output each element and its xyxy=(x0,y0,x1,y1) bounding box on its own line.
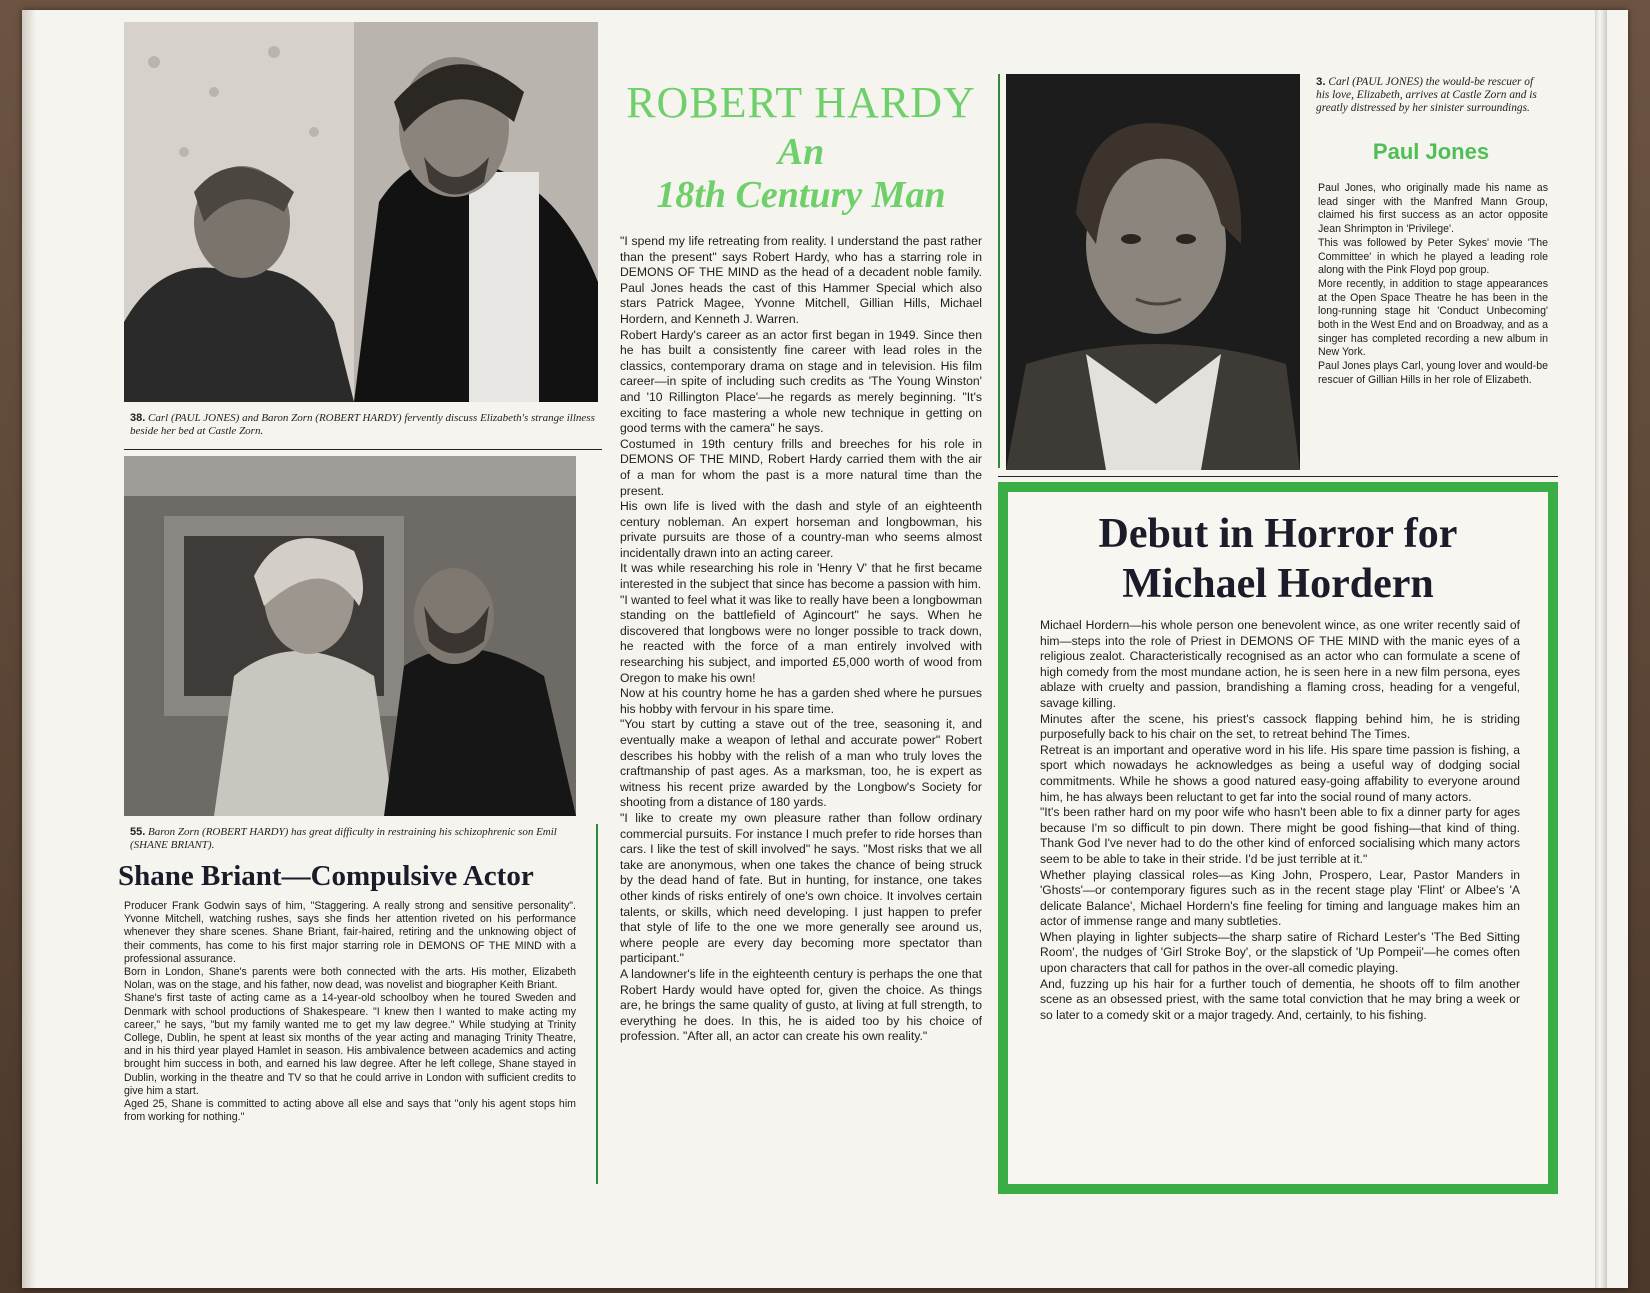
hordern-headline-line2: Michael Hordern xyxy=(1122,561,1434,607)
photo-caption-38 xyxy=(130,412,600,438)
column-rule xyxy=(596,824,598,1184)
article-paragraph: A landowner's life in the eighteenth century is perhaps the one that Robert Hardy would have opted for, given the choice. As things are, he brings the same quality of gusto, at living at full strength, to everything he does. In this, he is aided too by his choice of profession. "After all, an actor can create his own reality." xyxy=(620,966,982,1044)
robert-hardy-article xyxy=(620,234,982,1045)
divider xyxy=(998,476,1558,477)
carl-and-baron-zorn-photo xyxy=(124,22,598,402)
column-rule xyxy=(998,74,1000,468)
caption-number: 3. xyxy=(1316,76,1326,88)
divider xyxy=(124,449,602,450)
caption-number: 38. xyxy=(130,412,146,424)
shane-briant-article xyxy=(124,900,576,1124)
caption-text: Baron Zorn (ROBERT HARDY) has great difficulty in restraining his schizophrenic son Emil (SHANE BRIANT). xyxy=(130,826,557,851)
article-paragraph: Michael Hordern—his whole person one benevolent wince, as one writer recently said of him—steps into the role of Priest in DEMONS OF THE MIND with the manic eyes of a religious zealot. Characteristically recognised as an actor who can formulate a scene of high comedy from the most mundane action, he is seen here in a new film persona, eyes ablaze with cruelty and passion, brandishing a flaming cross, heading for a vengeful, savage killing. xyxy=(1040,618,1520,710)
paul-jones-portrait-photo xyxy=(1006,74,1300,470)
article-paragraph: Producer Frank Godwin says of him, "Staggering. A really strong and sensitive personality". Yvonne Mitchell, watching rushes, says she finds her attention riveted on his performance whenever they share scenes. Shane Briant, fair-haired, retiring and the unknowing object of their comments, has come to his first major starring role in DEMONS OF THE MIND with a professional assurance. xyxy=(124,900,576,965)
article-paragraph: Born in London, Shane's parents were both connected with the arts. His mother, Elizabeth Nolan, was on the stage, and his father, now dead, was novelist and biographer Keith Briant. xyxy=(124,966,576,992)
headline-subtitle: 18th Century Man xyxy=(656,174,946,216)
article-paragraph: "I like to create my own pleasure rather than follow ordinary commercial pursuits. For instance I much prefer to ride horses than cars. I like the test of skill involved" he says. "Most risks that we all take are anonymous, when one takes the chance of being struck by the dead hand of fate. But in hunting, for instance, one takes other kinds of risks entirely of one's own choice. It involves certain talents, or skills, which need developing. I just happen to prefer that style of life to the one we more generally see around us, where people are every day becoming more spectator than participant." xyxy=(620,810,982,966)
shane-briant-headline: Shane Briant—Compulsive Actor xyxy=(118,860,534,892)
photo-caption-3 xyxy=(1316,76,1546,115)
article-paragraph: Paul Jones plays Carl, young lover and would-be rescuer of Gillian Hills in her role of Elizabeth. xyxy=(1318,360,1548,386)
article-paragraph: "I wanted to feel what it was like to really have been a longbowman standing on the battlefield of Agincourt" he says. When he discovered that longbows were no longer possible to track down, he reacted with the force of a man entirely involved with researching his subject, and imported £5,000 worth of wood from Oregon to make his own! xyxy=(620,592,982,685)
caption-text: Carl (PAUL JONES) the would-be rescuer of his love, Elizabeth, arrives at Castle Zorn and is greatly distressed by her sinister surroundings. xyxy=(1316,76,1537,114)
caption-number: 55. xyxy=(130,826,146,838)
page-fold xyxy=(1595,10,1607,1288)
baron-zorn-and-emil-photo xyxy=(124,456,576,816)
page-edge xyxy=(22,10,36,1288)
article-paragraph: Whether playing classical roles—as King John, Prospero, Lear, Pastor Manders in 'Ghosts'—or contemporary figures such as in the recent stage play 'Flint' or Albee's 'A delicate Balance', Michael Hordern's fine feeling for timing and language makes him an actor of immense range and many subtleties. xyxy=(1040,867,1520,929)
article-paragraph: Minutes after the scene, his priest's cassock flapping behind him, he is striding purposefully back to his chair on the set, to retreat behind The Times. xyxy=(1040,711,1520,742)
article-paragraph: Robert Hardy's career as an actor first began in 1949. Since then he has built a consistently fine career with lead roles in the classics, contemporary drama on stage and in television. His film career—in spite of including such credits as 'The Young Winston' and '10 Rillington Place'—he regards as merely beginning. "It's exciting to face mastering a whole new technique in getting on good terms with the camera" he says. xyxy=(620,327,982,436)
paul-jones-headline: Paul Jones xyxy=(1372,139,1490,164)
article-paragraph: Shane's first taste of acting came as a 14-year-old schoolboy when he toured Sweden and Denmark with school productions of Shakespeare. "I knew then I wanted to make acting my career," he says, "but my family wanted me to get my law degree." While studying at Trinity College, Dublin, he spent at least six months of the year acting and managing Trinity Theatre, and in his third year played Hamlet in season. His ambivalence between academics and acting brought him success in both, and earned his law degree. After he left college, Shane stayed in Dublin, working in the theatre and TV so that he could arrive in London with sufficient credits to give him a start. xyxy=(124,992,576,1097)
article-paragraph: More recently, in addition to stage appearances at the Open Space Theatre he has been in the long-running stage hit 'Conduct Unbecoming' both in the West End and on Broadway, and as a singer has completed recording a new album in New York. xyxy=(1318,277,1548,359)
article-paragraph: Costumed in 19th century frills and breeches for his role in DEMONS OF THE MIND, Robert Hardy carried them with the air of a man for whom the past is a more natural time than the present. xyxy=(620,436,982,498)
article-paragraph: "I spend my life retreating from reality. I understand the past rather than the present" says Robert Hardy, who has a starring role in DEMONS OF THE MIND as the head of a decadent noble family. Paul Jones heads the cast of this Hammer Special which also stars Patrick Magee, Yvonne Mitchell, Gillian Hills, Michael Hordern, and Kenneth J. Warren. xyxy=(620,234,982,326)
article-paragraph: Retreat is an important and operative word in his life. His spare time passion is fishing, a sport which nowadays he acknowledges as being a useful way of dodging social commitments. While he shows a good natured easy-going affability to everyone around him, he has always been reluctant to get far into the social round of many actors. xyxy=(1040,742,1520,804)
headline-subtitle-an: An xyxy=(777,131,825,173)
hordern-headline-line1: Debut in Horror for xyxy=(1098,511,1458,557)
robert-hardy-headline: ROBERT HARDY xyxy=(626,78,976,127)
photo-caption-55 xyxy=(130,826,570,852)
article-paragraph: "You start by cutting a stave out of the tree, seasoning it, and eventually make a weapon of lethal and accurate power" Robert describes his hobby with the relish of a man who truly loves the craftmanship of past ages. As a marksman, too, he is expert as witness his recent prize awarded by the Longbow's Society for shooting from a distance of 180 yards. xyxy=(620,717,982,810)
article-paragraph: Now at his country home he has a garden shed where he pursues his hobby with fervour in his spare time. xyxy=(620,686,982,716)
article-paragraph: "It's been rather hard on my poor wife who hasn't been able to fix a dinner party for ages because I'm so difficult to pin down. There might be good fishing—that kind of thing. Thank God I've never had to do the other kind of enforced socialising which many actors seem to be able to take in their stride. I'd be just terrible at it." xyxy=(1040,805,1520,866)
article-paragraph: Paul Jones, who originally made his name as lead singer with the Manfred Mann Group, claimed his first success as an actor opposite Jean Shrimpton in 'Privilege'. xyxy=(1318,182,1548,236)
paul-jones-article xyxy=(1318,182,1548,388)
article-paragraph: And, fuzzing up his hair for a further touch of dementia, he shoots off to film another scene as an obsessed priest, with the same total conviction that he may bring a week or so later to a comedy skit or a major tragedy. And, certainly, to his fishing. xyxy=(1040,976,1520,1022)
caption-text: Carl (PAUL JONES) and Baron Zorn (ROBERT HARDY) fervently discuss Elizabeth's strange illness beside her bed at Castle Zorn. xyxy=(130,412,595,437)
article-paragraph: It was while researching his role in 'Henry V' that he first became interested in the subject that since has become a passion with him. xyxy=(620,561,982,592)
hordern-article xyxy=(1040,618,1520,1023)
article-paragraph: When playing in lighter subjects—the sharp satire of Richard Lester's 'The Bed Sitting Room', the nudges of 'Girl Stroke Boy', or the slapstick of 'Up Pompeii'—he comes often upon characters that call for pathos in the over-all comedic playing. xyxy=(1040,929,1520,976)
article-paragraph: Aged 25, Shane is committed to acting above all else and says that "only his agent stops him from working for nothing." xyxy=(124,1098,576,1124)
article-paragraph: This was followed by Peter Sykes' movie 'The Committee' in which he played a leading role along with the Pink Floyd pop group. xyxy=(1318,236,1548,277)
article-paragraph: His own life is lived with the dash and style of an eighteenth century nobleman. An expert horseman and longbowman, his private pursuits are those of a country-man who seems almost incidentally drawn into an acting career. xyxy=(620,499,982,560)
